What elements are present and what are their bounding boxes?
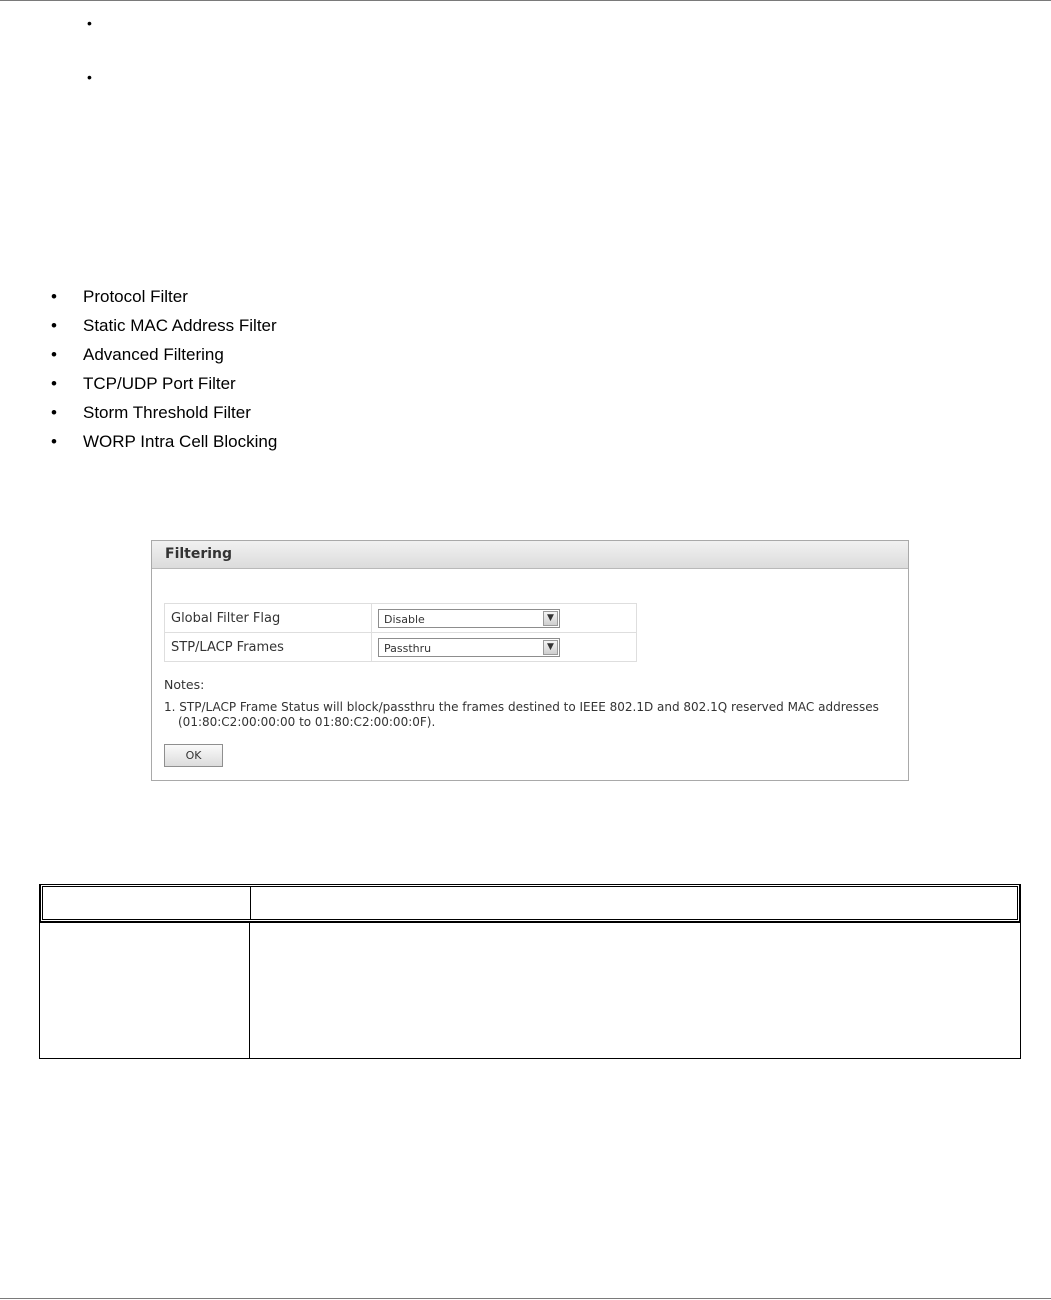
column-divider bbox=[250, 887, 251, 919]
table-cell bbox=[372, 633, 637, 662]
list-item-label: Protocol Filter bbox=[83, 287, 188, 306]
list-item-label: WORP Intra Cell Blocking bbox=[83, 432, 278, 451]
bullet-marker: • bbox=[51, 345, 57, 364]
filter-settings-table bbox=[164, 603, 637, 662]
list-item-label: Storm Threshold Filter bbox=[83, 403, 251, 422]
global-filter-flag-label: Global Filter Flag bbox=[165, 604, 372, 633]
table-row bbox=[165, 604, 637, 633]
global-filter-flag-select[interactable] bbox=[378, 609, 560, 628]
parameter-table bbox=[39, 884, 1021, 1059]
bullet-marker: • bbox=[51, 287, 57, 306]
note-line: (01:80:C2:00:00:00 to 01:80:C2:00:00:0F). bbox=[178, 715, 436, 729]
bullet-marker: • bbox=[51, 403, 57, 422]
bullet-marker: • bbox=[51, 374, 57, 393]
ok-button[interactable]: OK bbox=[164, 744, 223, 767]
table-row bbox=[165, 633, 637, 662]
header-divider bbox=[40, 922, 1020, 923]
bullet-marker: • bbox=[87, 69, 92, 85]
bottom-rule bbox=[0, 1298, 1051, 1299]
panel-title: Filtering bbox=[152, 541, 908, 569]
note-line: 1. STP/LACP Frame Status will block/passthru the frames destined to IEEE 802.1D and 802.1Q reserved MAC addresses bbox=[164, 700, 879, 714]
bullet-marker: • bbox=[51, 432, 57, 451]
note-text bbox=[164, 700, 904, 730]
table-header-row bbox=[40, 884, 1020, 922]
stp-lacp-frames-select[interactable] bbox=[378, 638, 560, 657]
top-rule bbox=[0, 0, 1051, 1]
chevron-down-icon[interactable]: ▼ bbox=[543, 611, 558, 626]
table-cell bbox=[372, 604, 637, 633]
filtering-panel bbox=[151, 540, 909, 781]
notes-title: Notes: bbox=[164, 677, 205, 692]
bullet-marker: • bbox=[51, 316, 57, 335]
chevron-down-icon[interactable]: ▼ bbox=[543, 640, 558, 655]
select-value: Passthru bbox=[384, 641, 432, 655]
stp-lacp-frames-label: STP/LACP Frames bbox=[165, 633, 372, 662]
list-item-label: TCP/UDP Port Filter bbox=[83, 374, 236, 393]
bullet-marker: • bbox=[87, 15, 92, 31]
list-item-label: Static MAC Address Filter bbox=[83, 316, 277, 335]
select-value: Disable bbox=[384, 612, 425, 626]
list-item-label: Advanced Filtering bbox=[83, 345, 224, 364]
column-divider bbox=[249, 922, 250, 1058]
